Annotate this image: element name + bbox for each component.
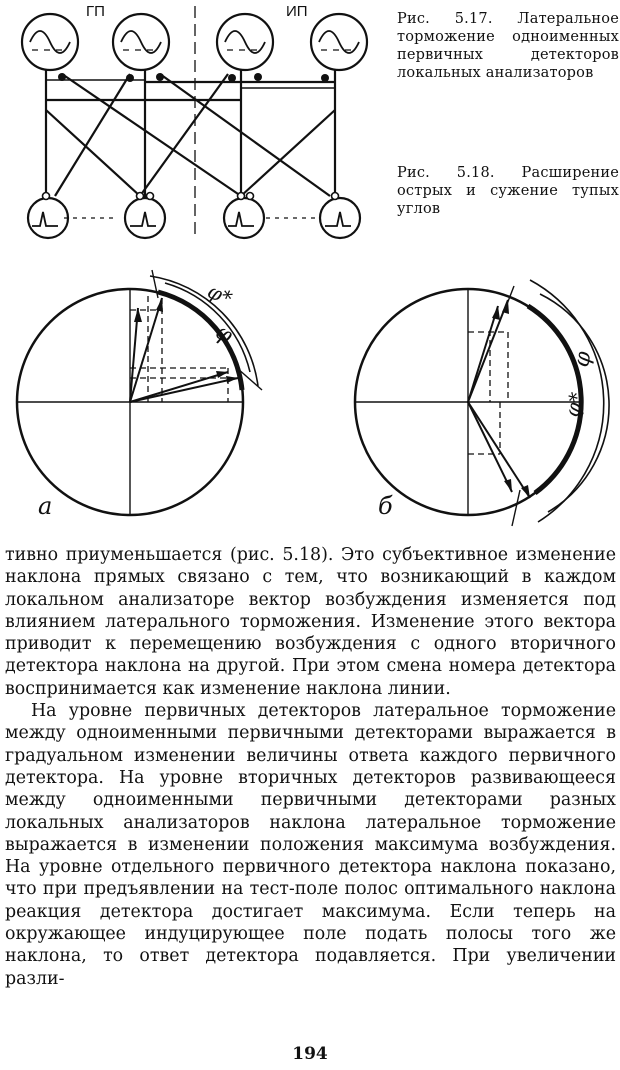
phi-star-a: φ* (203, 278, 236, 311)
secondary-detector-4 (320, 198, 360, 238)
label-b: б (378, 492, 393, 520)
secondary-detector-2 (125, 198, 165, 238)
caption-fig-5-18: Рис. 5.18. Расширение острых и сужение тупых углов (397, 165, 619, 217)
phi-b: φ (569, 349, 597, 370)
phi-star-b: φ* (559, 389, 590, 420)
paragraph-2: На уровне первичных детекторов латеральное торможение между одноименными первичными детекторами выражается в градуальном изменении величины ответа каждого первичного детектора. На уровне вторичных детекторов развивающееся между одноименными первичными детекторами разных локальных анализаторов наклона латеральное торможение выражается в изменении положения максимума возбуждения. На уровне отдельного первичного детектора наклона показано, что при предъявлении на тест-поле полос оптимального наклона реакция детектора достигает максимума. Если теперь на окружающее индуцирующее поле подать полосы того же наклона, то ответ детектора подавляется. При увеличении разли- (5, 701, 616, 989)
body-text (5, 544, 616, 990)
paragraph-1: тивно приуменьшается (рис. 5.18). Это субъективное изменение наклона прямых связано с тем, что возникающий в каждом локальном анализаторе вектор возбуждения изменяется под влиянием латерального торможения. Изменение этого вектора приводит к перемещению возбуждения с одного вторичного детектора наклона на другой. При этом смена номера детектора воспринимается как изменение наклона линии. (5, 545, 616, 699)
phi-a: φ (211, 319, 237, 349)
label-a: а (38, 492, 53, 520)
label-gp: ГП (86, 3, 105, 20)
page-number: 194 (292, 1044, 328, 1064)
figure-5-17 (0, 0, 380, 250)
secondary-detector-1 (28, 198, 68, 238)
secondary-detector-3 (224, 198, 264, 238)
caption-fig-5-17: Рис. 5.17. Латеральное торможение одноименных первичных детекторов локальных анализаторов (397, 11, 619, 81)
label-ip: ИП (286, 3, 308, 20)
figure-5-18 (0, 250, 620, 532)
